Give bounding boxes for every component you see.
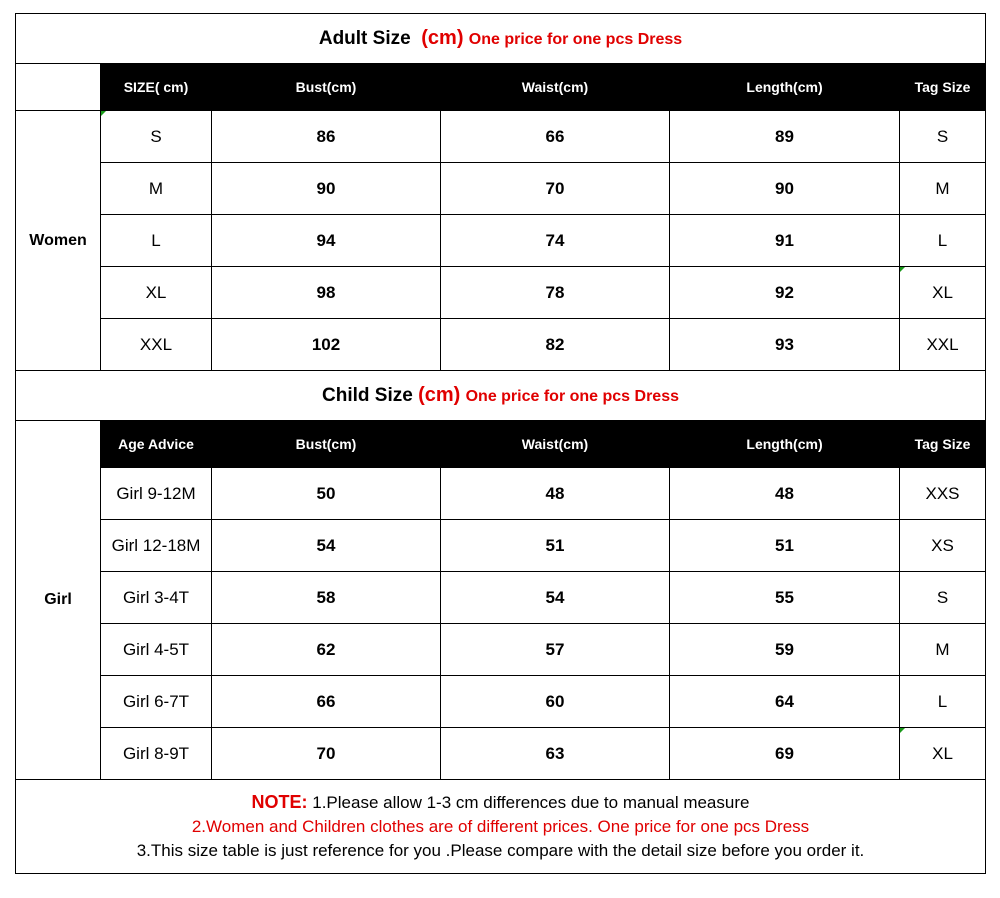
tag-size-cell: S — [900, 111, 986, 163]
size-chart-table — [15, 13, 986, 874]
tag-size-cell: XXS — [900, 468, 986, 520]
bust-cell: 94 — [212, 215, 441, 267]
waist-cell: 63 — [441, 728, 670, 780]
age-cell: Girl 6-7T — [101, 676, 212, 728]
tag-size-cell: M — [900, 163, 986, 215]
bust-cell: 102 — [212, 319, 441, 371]
table-row — [16, 468, 986, 520]
tag-size-cell: XS — [900, 520, 986, 572]
age-cell: Girl 9-12M — [101, 468, 212, 520]
table-row — [16, 215, 986, 267]
child-title-unit: (cm) — [418, 384, 461, 406]
waist-cell: 48 — [441, 468, 670, 520]
table-row — [16, 111, 986, 163]
table-row — [16, 572, 986, 624]
bust-cell: 58 — [212, 572, 441, 624]
adult-header-length: Length(cm) — [670, 64, 900, 111]
length-cell: 69 — [670, 728, 900, 780]
women-group-label: Women — [16, 111, 101, 371]
child-title-main: Child Size — [322, 385, 413, 406]
length-cell: 59 — [670, 624, 900, 676]
table-row — [16, 676, 986, 728]
note-label: NOTE: — [251, 792, 308, 812]
age-cell: Girl 12-18M — [101, 520, 212, 572]
adult-header-row — [16, 64, 986, 111]
size-cell: S — [101, 111, 212, 163]
child-header-bust: Bust(cm) — [212, 421, 441, 468]
waist-cell: 74 — [441, 215, 670, 267]
table-row — [16, 267, 986, 319]
bust-cell: 90 — [212, 163, 441, 215]
waist-cell: 51 — [441, 520, 670, 572]
child-header-tag-size: Tag Size — [900, 421, 986, 468]
waist-cell: 82 — [441, 319, 670, 371]
note-line-3: 3.This size table is just reference for you .Please compare with the detail size before you order it. — [136, 841, 865, 860]
waist-cell: 54 — [441, 572, 670, 624]
adult-size-title — [16, 14, 986, 64]
tag-size-cell: XL — [900, 267, 986, 319]
length-cell: 90 — [670, 163, 900, 215]
waist-cell: 66 — [441, 111, 670, 163]
size-cell: XXL — [101, 319, 212, 371]
child-header-age: Age Advice — [101, 421, 212, 468]
adult-header-tag-size: Tag Size — [900, 64, 986, 111]
bust-cell: 66 — [212, 676, 441, 728]
tag-size-cell: XL — [900, 728, 986, 780]
child-header-length: Length(cm) — [670, 421, 900, 468]
bust-cell: 70 — [212, 728, 441, 780]
girl-group-label: Girl — [16, 421, 101, 780]
adult-title-unit: (cm) — [421, 27, 464, 49]
tag-size-cell: XXL — [900, 319, 986, 371]
length-cell: 92 — [670, 267, 900, 319]
note-line-1 — [16, 790, 985, 815]
child-title-note: One price for one pcs Dress — [465, 388, 679, 405]
bust-cell: 98 — [212, 267, 441, 319]
length-cell: 93 — [670, 319, 900, 371]
bust-cell: 54 — [212, 520, 441, 572]
length-cell: 55 — [670, 572, 900, 624]
bust-cell: 50 — [212, 468, 441, 520]
length-cell: 48 — [670, 468, 900, 520]
size-cell: M — [101, 163, 212, 215]
length-cell: 64 — [670, 676, 900, 728]
length-cell: 89 — [670, 111, 900, 163]
waist-cell: 57 — [441, 624, 670, 676]
table-row — [16, 728, 986, 780]
child-header-row — [16, 421, 986, 468]
notes-block — [16, 780, 986, 874]
table-row — [16, 624, 986, 676]
bust-cell: 86 — [212, 111, 441, 163]
waist-cell: 70 — [441, 163, 670, 215]
tag-size-cell: S — [900, 572, 986, 624]
adult-header-waist: Waist(cm) — [441, 64, 670, 111]
tag-size-cell: M — [900, 624, 986, 676]
tag-size-cell: L — [900, 215, 986, 267]
adult-title-note: One price for one pcs Dress — [468, 31, 683, 48]
adult-header-blank — [16, 64, 101, 111]
child-header-waist: Waist(cm) — [441, 421, 670, 468]
table-row — [16, 319, 986, 371]
adult-header-bust: Bust(cm) — [212, 64, 441, 111]
age-cell: Girl 8-9T — [101, 728, 212, 780]
tag-size-cell: L — [900, 676, 986, 728]
note-line-2: 2.Women and Children clothes are of different prices. One price for one pcs Dress — [191, 817, 810, 836]
length-cell: 91 — [670, 215, 900, 267]
age-cell: Girl 3-4T — [101, 572, 212, 624]
waist-cell: 60 — [441, 676, 670, 728]
size-cell: XL — [101, 267, 212, 319]
adult-title-main: Adult Size — [318, 28, 411, 49]
bust-cell: 62 — [212, 624, 441, 676]
note-line-1-text: 1.Please allow 1-3 cm differences due to manual measure — [307, 793, 750, 812]
child-size-title — [16, 371, 986, 421]
waist-cell: 78 — [441, 267, 670, 319]
table-row — [16, 163, 986, 215]
age-cell: Girl 4-5T — [101, 624, 212, 676]
length-cell: 51 — [670, 520, 900, 572]
table-row — [16, 520, 986, 572]
size-cell: L — [101, 215, 212, 267]
adult-header-size: SIZE( cm) — [101, 64, 212, 111]
